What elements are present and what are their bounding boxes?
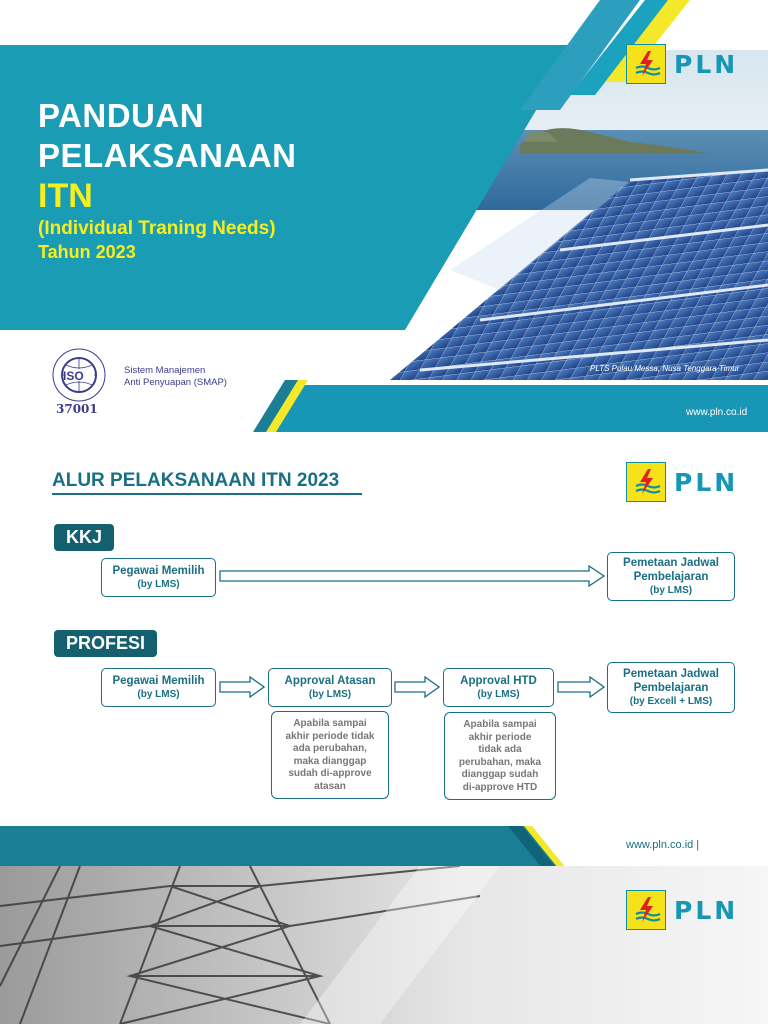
node-title: Pegawai Memilih <box>112 675 205 687</box>
cover-title-line1: PANDUAN <box>38 97 205 134</box>
node-title-line1: Pemetaan Jadwal <box>623 668 719 680</box>
cover-title-line2: PELAKSANAAN <box>38 137 297 174</box>
node-sub: (by LMS) <box>137 579 180 590</box>
note-line: sudah di-approve <box>288 768 372 779</box>
title-underline <box>52 493 362 495</box>
node-title: Pegawai Memilih <box>112 565 205 577</box>
kkj-tag: KKJ <box>54 524 114 551</box>
node-title: Approval Atasan <box>284 675 376 687</box>
cover-itn: ITN <box>38 177 93 215</box>
profesi-end-node <box>607 662 735 713</box>
arrow-right-icon <box>219 676 265 698</box>
flow-url-link[interactable]: www.pln.co.id | <box>626 839 700 851</box>
profesi-start-node <box>101 668 216 707</box>
note-line: akhir periode <box>468 731 532 743</box>
note-line: ada perubahan, <box>293 743 367 754</box>
kkj-start-node <box>101 558 216 597</box>
iso-system-line2: Anti Penyuapan (SMAP) <box>124 377 227 388</box>
approval-atasan-node <box>268 668 392 707</box>
node-title-line1: Pemetaan Jadwal <box>623 557 719 569</box>
pln-wordmark: PLN <box>674 49 739 79</box>
node-sub: (by LMS) <box>137 689 180 700</box>
node-title: Approval HTD <box>460 675 537 687</box>
iso-system-text <box>124 365 227 389</box>
iso-label: ISO <box>63 369 84 383</box>
note-line: perubahan, maka <box>458 756 542 768</box>
note-line: Apabila sampai <box>293 718 367 729</box>
long-arrow-icon <box>219 565 605 587</box>
flow-title: ALUR PELAKSANAAN ITN 2023 <box>52 470 340 491</box>
profesi-tag: PROFESI <box>54 630 157 657</box>
pln-logo <box>626 462 738 502</box>
pln-lightning-icon <box>626 462 666 502</box>
pln-wordmark: PLN <box>674 467 739 497</box>
kkj-end-node <box>607 552 735 601</box>
node-sub: (by Excell + LMS) <box>629 696 713 707</box>
pln-logo <box>626 44 738 84</box>
pln-lightning-icon <box>626 890 666 930</box>
arrow-right-icon <box>394 676 440 698</box>
approval-htd-note <box>444 712 556 800</box>
pln-lightning-icon <box>626 44 666 84</box>
pln-wordmark: PLN <box>674 895 739 925</box>
photo-caption: PLTS Pulau Messa, Nusa Tenggara Timur <box>590 364 740 373</box>
note-line: di-approve HTD <box>462 781 538 793</box>
note-line: dianggap sudah <box>461 769 539 780</box>
node-sub: (by LMS) <box>649 585 693 596</box>
iso-number: 37001 <box>56 402 98 416</box>
arrow-right-icon <box>557 676 605 698</box>
note-line: atasan <box>314 780 346 792</box>
pln-logo <box>626 890 738 930</box>
note-line: tidak ada <box>478 744 522 755</box>
flow-slide <box>0 436 768 866</box>
iso-system-line1: Sistem Manajemen <box>124 365 206 376</box>
cover-subtitle: (Individual Traning Needs) <box>38 218 276 239</box>
note-line: maka dianggap <box>293 755 367 767</box>
cover-year: Tahun 2023 <box>38 242 136 262</box>
third-slide <box>0 866 768 1024</box>
node-title-line2: Pembelajaran <box>633 682 709 694</box>
node-sub: (by LMS) <box>308 689 352 700</box>
node-title-line2: Pembelajaran <box>633 571 709 583</box>
cover-url-link[interactable]: www.pln.co.id <box>686 407 748 418</box>
note-line: Apabila sampai <box>463 719 537 730</box>
note-line: akhir periode tidak <box>285 730 375 742</box>
node-sub: (by LMS) <box>477 689 520 700</box>
cover-slide <box>0 0 768 432</box>
approval-atasan-note <box>271 711 389 799</box>
cover-title <box>38 96 297 176</box>
approval-htd-node <box>443 668 554 707</box>
